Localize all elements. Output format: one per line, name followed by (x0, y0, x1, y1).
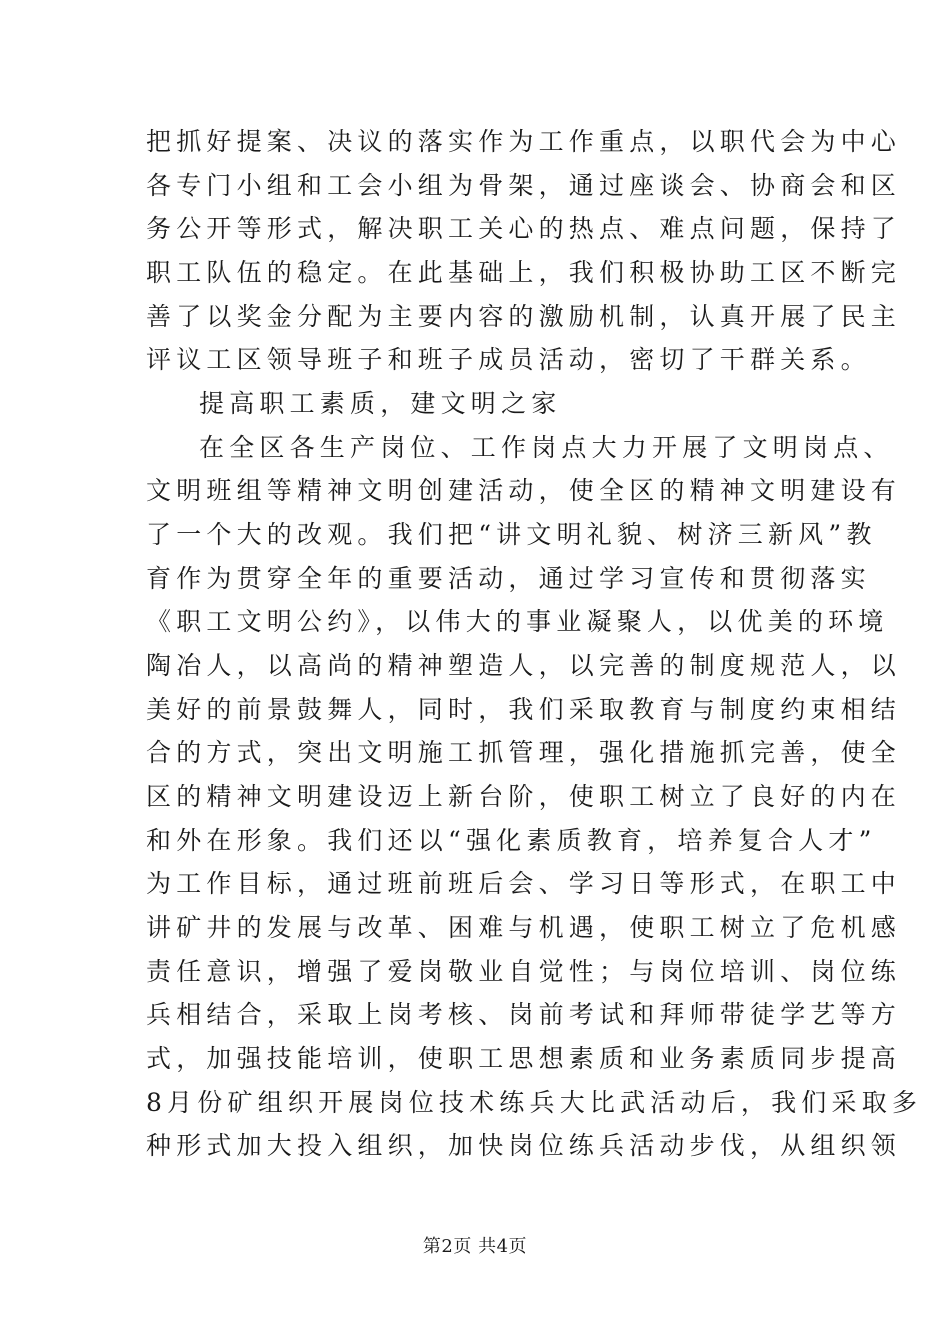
text-line: 评议工区领导班子和班子成员活动，密切了干群关系。 (146, 345, 871, 374)
text-line: 美好的前景鼓舞人，同时，我们采取教育与制度约束相结 (146, 695, 902, 724)
text-line: 责任意识，增强了爱岗敬业自觉性；与岗位培训、岗位练 (146, 957, 902, 986)
text-line: 育作为贯穿全年的重要活动，通过学习宣传和贯彻落实 (146, 564, 871, 593)
text-line: 文明班组等精神文明创建活动，使全区的精神文明建设有 (146, 476, 902, 505)
text-line: 了一个大的改观。我们把“讲文明礼貌、树济三新风”教 (146, 520, 877, 549)
section-heading: 提高职工素质，建文明之家 (199, 389, 562, 418)
text-line: 8月份矿组织开展岗位技术练兵大比武活动后，我们采取多 (146, 1088, 923, 1117)
text-line: 把抓好提案、决议的落实作为工作重点，以职代会为中心 (146, 127, 902, 156)
text-line: 式，加强技能培训，使职工思想素质和业务素质同步提高 (146, 1044, 902, 1073)
text-line: 和外在形象。我们还以“强化素质教育，培养复合人才” (146, 826, 877, 855)
text-line: 职工队伍的稳定。在此基础上，我们积极协助工区不断完 (146, 258, 902, 287)
text-line: 务公开等形式，解决职工关心的热点、难点问题，保持了 (146, 214, 902, 243)
text-line: 《职工文明公约》，以伟大的事业凝聚人，以优美的环境 (146, 607, 889, 636)
text-line: 种形式加大投入组织，加快岗位练兵活动步伐，从组织领 (146, 1131, 902, 1160)
text-line: 为工作目标，通过班前班后会、学习日等形式，在职工中 (146, 869, 902, 898)
text-line: 陶冶人，以高尚的精神塑造人，以完善的制度规范人，以 (146, 651, 902, 680)
text-line: 兵相结合，采取上岗考核、岗前考试和拜师带徒学艺等方 (146, 1000, 902, 1029)
text-line: 区的精神文明建设迈上新台阶，使职工树立了良好的内在 (146, 782, 902, 811)
text-line: 各专门小组和工会小组为骨架，通过座谈会、协商会和区 (146, 171, 902, 200)
text-line: 合的方式，突出文明施工抓管理，强化措施抓完善，使全 (146, 738, 902, 767)
page-number-footer: 第2页 共4页 (422, 1236, 528, 1257)
text-line: 善了以奖金分配为主要内容的激励机制，认真开展了民主 (146, 302, 902, 331)
text-line: 在全区各生产岗位、工作岗点大力开展了文明岗点、 (199, 433, 894, 462)
text-line: 讲矿井的发展与改革、困难与机遇，使职工树立了危机感 (146, 913, 902, 942)
